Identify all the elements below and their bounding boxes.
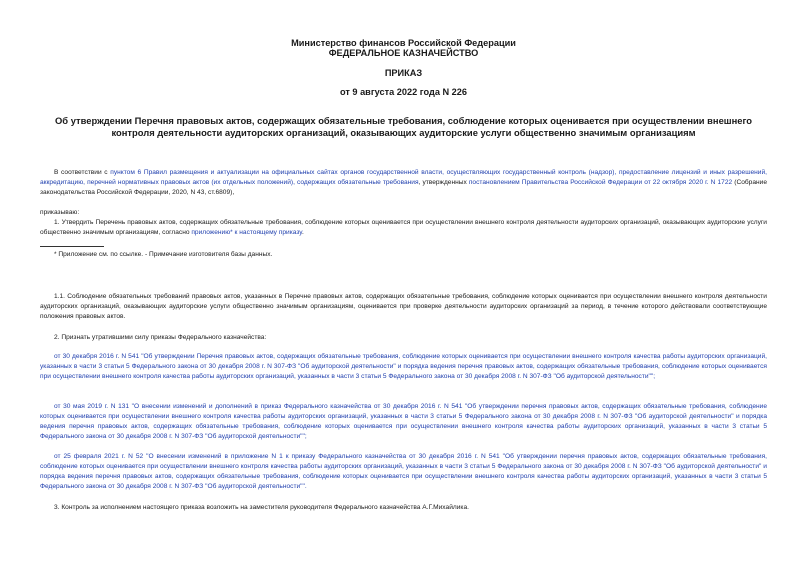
rules-link[interactable]: пунктом 6 Правил размещения и актуализации на официальных сайтах органов государственной власти, осуществляющих государственный контроль (надзор), предоставление лицензий и иных разрешений, аккредитацию, перечней нормативных правовых актов (их отдельных положений), содержащих обязательные требования <box>40 169 767 186</box>
item-1-text-end: . <box>301 229 304 236</box>
decree-link[interactable]: постановлением Правительства Российской Федерации от 22 октября 2020 г. N 1722 <box>468 179 733 186</box>
item-1-paragraph <box>40 218 767 238</box>
document-type: ПРИКАЗ <box>384 68 423 78</box>
item-1-1-paragraph: 1.1. Соблюдение обязательных требований правовых актов, указанных в Перечне правовых актов, содержащих обязательные требования, соблюдение которых оценивается при осуществлении внешнего контроля деятельности аудиторских организаций, оказывающих аудиторские услуги общественно значимым организациям, оценивается при проверке деятельности аудиторских организаций за период, в течение которого действовали соответствующие положения правовых актов. <box>40 293 767 320</box>
preamble-text-1: В соответствии с <box>54 169 111 176</box>
document-date-number: от 9 августа 2022 года N 226 <box>339 87 468 97</box>
repealed-order-2[interactable]: от 30 мая 2019 г. N 131 "О внесении изменений и дополнений в приказ Федерального казначейства от 30 декабря 2016 г. N 541 "Об утверждении перечня правовых актов, содержащих обязательные требования, соблюдение которых оценивается при осуществлении внешнего контроля качества работы аудиторских организаций, указанных в части 3 статьи 5 Федерального закона от 30 декабря 2008 г. N 307-ФЗ "Об аудиторской деятельности" и порядка ведения перечня правовых актов, содержащих обязательные требования, соблюдение которых оценивается при осуществлении внешнего контроля качества работы аудиторских организаций, указанных в части 3 статьи 5 Федерального закона от 30 декабря 2008 г. N 307-ФЗ "Об аудиторской деятельности""; <box>40 403 767 440</box>
preamble-paragraph <box>40 168 767 198</box>
preamble-text-3: (Собрание законодательства Российской Федерации, 2020, N 43, ст.6809), <box>40 179 767 196</box>
appendix-link[interactable]: приложению* к настоящему приказу <box>191 229 302 236</box>
footnote: * Приложение см. по ссылке. - Примечание изготовителя базы данных. <box>54 251 273 258</box>
item-3-paragraph: 3. Контроль за исполнением настоящего приказа возложить на заместителя руководителя Федерального казначейства А.Г.Михайлика. <box>54 504 469 511</box>
repealed-order-3[interactable]: от 25 февраля 2021 г. N 52 "О внесении изменений в приложение N 1 к приказу Федерального казначейства от 30 декабря 2016 г. N 541 "Об утверждении перечня правовых актов, содержащих обязательные требования, соблюдение которых оценивается при осуществлении внешнего контроля качества работы аудиторских организаций, указанных в части 3 статьи 5 Федерального закона от 30 декабря 2008 г. N 307-ФЗ "Об аудиторской деятельности" и порядка ведения перечня правовых актов, содержащих обязательные требования, соблюдение которых оценивается при осуществлении внешнего контроля качества работы аудиторских организаций, указанных в части 3 статьи 5 Федерального закона от 30 декабря 2008 г. N 307-ФЗ "Об аудиторской деятельности"". <box>40 453 767 490</box>
repealed-order-1[interactable]: от 30 декабря 2016 г. N 541 "Об утверждении Перечня правовых актов, содержащих обязательные требования, соблюдение которых оценивается при осуществлении внешнего контроля качества работы аудиторских организаций, указанных в части 3 статьи 5 Федерального закона от 30 декабря 2008 г. N 307-ФЗ "Об аудиторской деятельности" и порядка ведения перечня правовых актов, содержащих обязательные требования, соблюдение которых оценивается при осуществлении внешнего контроля качества работы аудиторских организаций, указанных в части 3 статьи 5 Федерального закона от 30 декабря 2008 г. N 307-ФЗ "Об аудиторской деятельности""; <box>40 353 767 380</box>
preamble-text-2: , утвержденных <box>418 179 469 186</box>
agency-name: ФЕДЕРАЛЬНОЕ КАЗНАЧЕЙСТВО <box>328 48 479 58</box>
document-title: Об утверждении Перечня правовых актов, содержащих обязательные требования, соблюдение которых оценивается при осуществлении внешнего контроля деятельности аудиторских организаций, оказывающих аудиторские услуги общественно значимым организациям <box>55 115 752 138</box>
item-2-paragraph: 2. Признать утратившими силу приказы Федерального казначейства: <box>54 334 267 341</box>
prikazyvayu-label: приказываю: <box>40 209 80 216</box>
footnote-divider <box>40 246 104 247</box>
item-1-text: 1. Утвердить Перечень правовых актов, содержащих обязательные требования, соблюдение которых оценивается при осуществлении внешнего контроля деятельности аудиторских организаций, оказывающих аудиторские услуги общественно значимым организациям, согласно <box>40 219 767 236</box>
ministry-name: Министерство финансов Российской Федерации <box>291 38 516 48</box>
